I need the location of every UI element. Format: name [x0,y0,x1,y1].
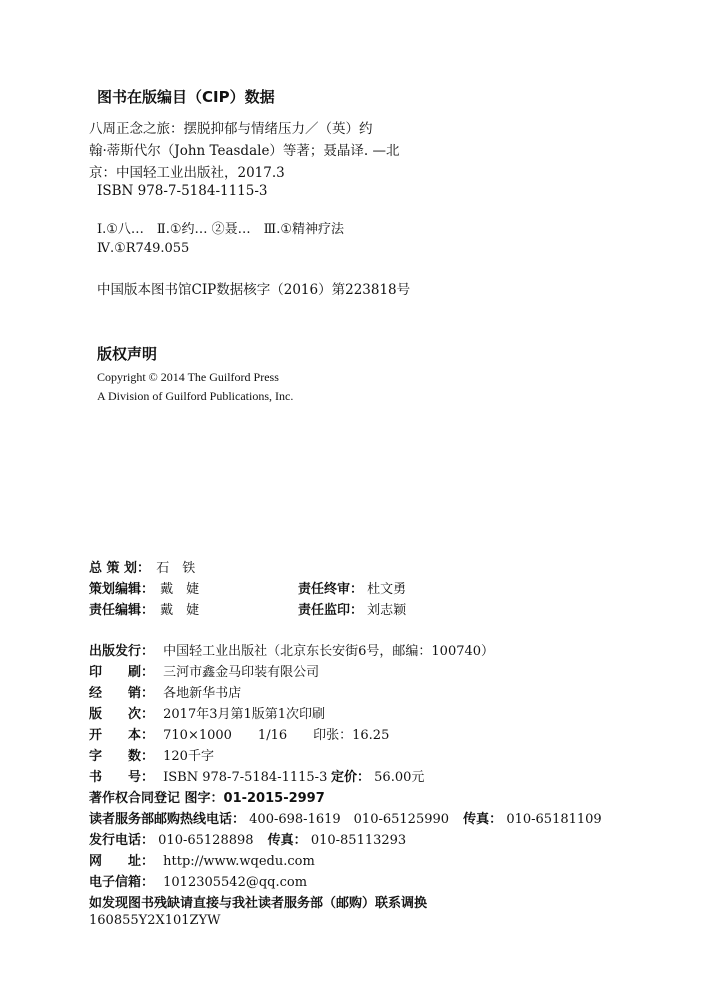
book-number-label: 书 号： [89,770,155,785]
price-value: 56.00元 [374,770,425,785]
cip-verification-number: 中国版本图书馆CIP数据核字（2016）第223818号 [97,282,411,298]
editor-label: 责任编辑： [89,603,155,618]
distributor-row [89,682,241,701]
cip-classification-1: Ⅰ.①八… Ⅱ.①约… ②聂… Ⅲ.①精神疗法 [97,222,345,237]
planner-value: 石 铁 [156,561,196,576]
sales-phone-value: 010-65128898 [158,833,254,848]
final-review-label: 责任终审： [298,582,364,597]
book-code: 160855Y2X101ZYW [89,913,221,928]
reader-service-row [89,808,602,827]
cip-isbn: ISBN 978-7-5184-1115-3 [97,183,268,199]
distributor-label: 经 销： [89,686,155,701]
planning-editor-row [89,578,199,597]
email-value: 1012305542@qq.com [163,875,308,890]
website-row [89,850,315,869]
print-supervisor-value: 刘志颖 [367,603,407,618]
price-row [331,766,424,785]
cip-classification-2: Ⅳ.①R749.055 [97,241,190,256]
email-row [89,871,307,890]
website-label: 网 址： [89,854,155,869]
editor-row [89,599,199,618]
printer-label: 印 刷： [89,665,155,680]
format-label: 开 本： [89,728,155,743]
word-count-value: 120千字 [163,749,214,764]
copyright-contract: 著作权合同登记 图字：01-2015-2997 [89,791,325,806]
book-number-value: ISBN 978-7-5184-1115-3 [163,770,328,785]
copyright-line-2: A Division of Guilford Publications, Inc. [97,389,294,403]
cip-line-1: 八周正念之旅：摆脱抑郁与情绪压力／（英）约 [89,121,373,137]
cip-title: 图书在版编目（CIP）数据 [97,88,275,106]
return-notice: 如发现图书残缺请直接与我社读者服务部（邮购）联系调换 [89,896,428,911]
format-value: 710×1000 1/16 印张：16.25 [163,728,390,743]
book-number-row [89,766,327,785]
edition-label: 版 次： [89,707,155,722]
planner-label: 总 策 划： [89,561,151,576]
reader-service-value: 400-698-1619 010-65125990 [249,812,450,827]
word-count-label: 字 数： [89,749,155,764]
final-review-value: 杜文勇 [367,582,407,597]
print-supervisor-row [298,599,406,618]
final-review-row [298,578,406,597]
reader-service-label: 读者服务部邮购热线电话： [89,812,246,827]
copyright-title: 版权声明 [97,345,158,363]
printer-row [89,661,319,680]
fax-2-label: 传真： [267,833,307,848]
print-supervisor-label: 责任监印： [298,603,364,618]
editor-value: 戴 婕 [160,603,200,618]
word-count-row [89,745,214,764]
email-label: 电子信箱： [89,875,155,890]
planning-editor-label: 策划编辑： [89,582,155,597]
fax-1-label: 传真： [463,812,503,827]
publisher-value: 中国轻工业出版社（北京东长安街6号，邮编：100740） [163,644,495,659]
copyright-line-1: Copyright © 2014 The Guilford Press [97,370,279,384]
price-label: 定价： [331,770,371,785]
sales-phone-row [89,829,406,848]
fax-1-value: 010-65181109 [506,812,602,827]
edition-value: 2017年3月第1版第1次印刷 [163,707,326,722]
edition-row [89,703,325,722]
cip-line-3: 京：中国轻工业出版社，2017.3 [89,165,285,181]
distributor-value: 各地新华书店 [163,686,242,701]
fax-2-value: 010-85113293 [310,833,407,848]
planning-editor-value: 戴 婕 [160,582,200,597]
format-row [89,724,389,743]
planner-row [89,557,195,576]
sales-phone-label: 发行电话： [89,833,155,848]
website-value: http://www.wqedu.com [163,854,315,869]
publisher-label: 出版发行： [89,644,155,659]
printer-value: 三河市鑫金马印装有限公司 [163,665,320,680]
cip-line-2: 翰·蒂斯代尔（John Teasdale）等著；聂晶译. —北 [89,143,400,159]
publisher-row [89,640,494,659]
